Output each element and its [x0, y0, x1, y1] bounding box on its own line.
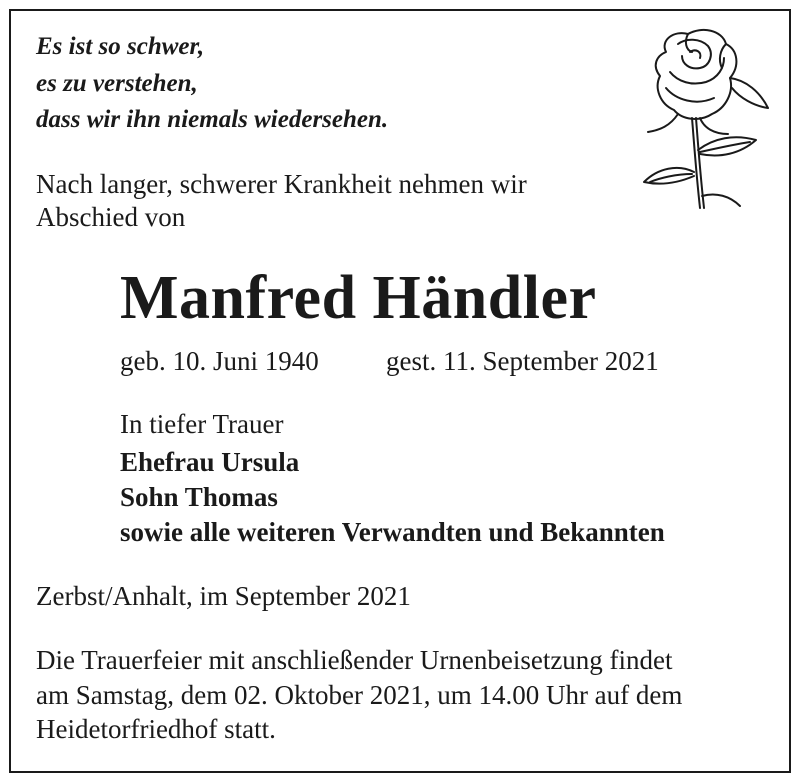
death-date: gest. 11. September 2021: [386, 346, 659, 376]
place-date: Zerbst/Anhalt, im September 2021: [36, 581, 411, 611]
rose-icon: [630, 22, 780, 212]
verse-line-3: dass wir ihn niemals wiedersehen.: [36, 106, 389, 133]
mourning-heading: In tiefer Trauer: [120, 409, 284, 439]
deceased-name: Manfred Händler: [120, 264, 597, 332]
ceremony-line-3: Heidetorfriedhof statt.: [36, 714, 276, 744]
verse-line-1: Es ist so schwer,: [36, 33, 205, 60]
ceremony-line-1: Die Trauerfeier mit anschließender Urnenbeisetzung findet: [36, 645, 673, 675]
verse-line-2: es zu verstehen,: [36, 70, 198, 97]
birth-date: geb. 10. Juni 1940: [120, 346, 319, 376]
intro-line-2: Abschied von: [36, 202, 186, 232]
intro-line-1: Nach langer, schwerer Krankheit nehmen wir: [36, 169, 527, 199]
ceremony-line-2: am Samstag, dem 02. Oktober 2021, um 14.00 Uhr auf dem: [36, 680, 683, 710]
mourner-son: Sohn Thomas: [120, 482, 278, 512]
mourner-relatives: sowie alle weiteren Verwandten und Bekannten: [120, 517, 665, 547]
mourner-wife: Ehefrau Ursula: [120, 447, 300, 477]
